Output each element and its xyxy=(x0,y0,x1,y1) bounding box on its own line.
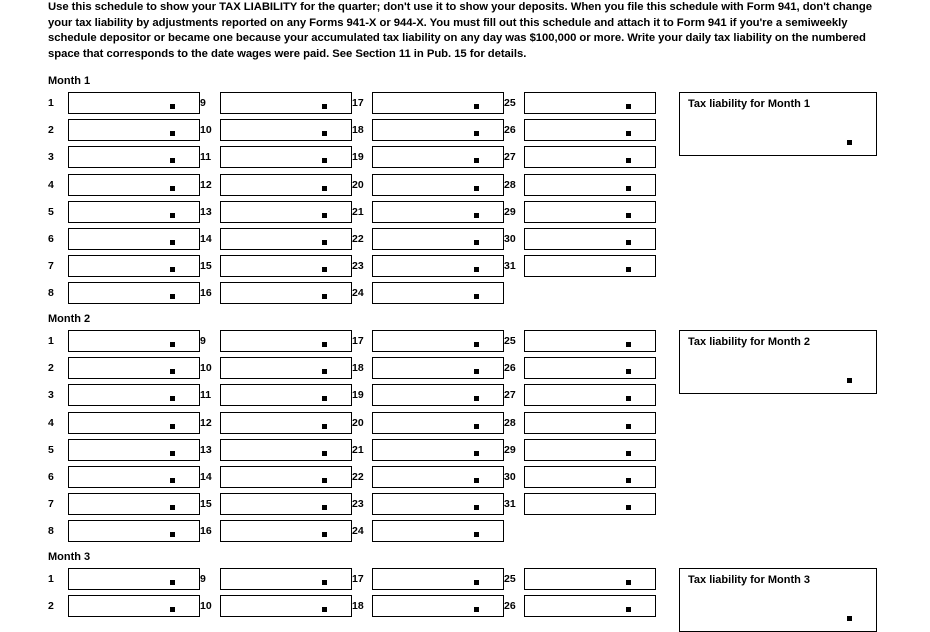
decimal-point-marker xyxy=(170,131,175,136)
month-1-liability-box[interactable] xyxy=(679,92,877,156)
decimal-point-marker xyxy=(170,451,175,456)
day-row xyxy=(48,439,200,461)
day-number-label: 12 xyxy=(200,416,212,429)
tax-liability-input-day-4[interactable] xyxy=(68,174,200,196)
day-row xyxy=(48,384,200,406)
day-number-label: 7 xyxy=(48,260,54,273)
day-row xyxy=(504,568,656,590)
tax-liability-input-day-28[interactable] xyxy=(524,174,656,196)
day-row xyxy=(504,201,656,223)
day-row xyxy=(48,282,200,304)
decimal-point-marker xyxy=(322,294,327,299)
day-number-label: 10 xyxy=(200,124,212,137)
tax-liability-input-day-29[interactable] xyxy=(524,439,656,461)
tax-liability-input-day-19[interactable] xyxy=(372,384,504,406)
month-3-liability-decimal xyxy=(847,616,852,621)
day-number-label: 24 xyxy=(352,525,364,538)
day-number-label: 19 xyxy=(352,151,364,164)
tax-liability-input-day-2[interactable] xyxy=(68,357,200,379)
day-number-label: 18 xyxy=(352,124,364,137)
day-row xyxy=(504,595,656,617)
day-number-label: 29 xyxy=(504,443,516,456)
day-number-label: 18 xyxy=(352,362,364,375)
tax-liability-input-day-20[interactable] xyxy=(372,174,504,196)
decimal-point-marker xyxy=(474,342,479,347)
day-row xyxy=(352,466,504,488)
decimal-point-marker xyxy=(170,213,175,218)
day-number-label: 9 xyxy=(200,573,206,585)
decimal-point-marker xyxy=(170,104,175,109)
decimal-point-marker xyxy=(322,158,327,163)
day-row xyxy=(200,357,352,379)
tax-liability-input-day-17[interactable] xyxy=(372,330,504,352)
day-number-label: 5 xyxy=(48,205,54,218)
tax-liability-input-day-18[interactable] xyxy=(372,595,504,617)
tax-liability-input-day-13[interactable] xyxy=(220,201,352,223)
decimal-point-marker xyxy=(474,532,479,537)
day-number-label: 31 xyxy=(504,260,516,273)
day-row xyxy=(352,228,504,250)
day-row xyxy=(352,595,504,617)
tax-liability-input-day-4[interactable] xyxy=(68,412,200,434)
tax-liability-input-day-28[interactable] xyxy=(524,412,656,434)
day-number-label: 13 xyxy=(200,443,212,456)
decimal-point-marker xyxy=(170,396,175,401)
tax-liability-input-day-1[interactable] xyxy=(68,330,200,352)
instructions-paragraph xyxy=(48,0,896,62)
day-number-label: 16 xyxy=(200,287,212,300)
day-number-label: 7 xyxy=(48,498,54,511)
day-row xyxy=(48,174,200,196)
day-number-label: 21 xyxy=(352,205,364,218)
decimal-point-marker xyxy=(170,158,175,163)
tax-liability-input-day-31[interactable] xyxy=(524,255,656,277)
tax-liability-input-day-9[interactable] xyxy=(220,330,352,352)
tax-liability-input-day-16[interactable] xyxy=(220,282,352,304)
tax-liability-input-day-19[interactable] xyxy=(372,146,504,168)
tax-liability-input-day-6[interactable] xyxy=(68,228,200,250)
tax-liability-input-day-29[interactable] xyxy=(524,201,656,223)
tax-liability-input-day-24[interactable] xyxy=(372,282,504,304)
day-number-label: 6 xyxy=(48,471,54,483)
day-row xyxy=(200,92,352,114)
day-number-label: 16 xyxy=(200,525,212,538)
tax-liability-input-day-25[interactable] xyxy=(524,92,656,114)
decimal-point-marker xyxy=(626,478,631,483)
day-row xyxy=(504,384,656,406)
day-row xyxy=(352,520,504,542)
decimal-point-marker xyxy=(170,294,175,299)
day-number-label: 18 xyxy=(352,600,364,613)
decimal-point-marker xyxy=(322,505,327,510)
decimal-point-marker xyxy=(626,186,631,191)
day-row xyxy=(504,357,656,379)
day-row xyxy=(200,174,352,196)
day-row xyxy=(352,255,504,277)
day-row xyxy=(352,201,504,223)
day-number-label: 23 xyxy=(352,498,364,511)
decimal-point-marker xyxy=(322,424,327,429)
decimal-point-marker xyxy=(170,607,175,612)
tax-liability-input-day-22[interactable] xyxy=(372,466,504,488)
day-row xyxy=(200,255,352,277)
day-number-label: 12 xyxy=(200,178,212,191)
decimal-point-marker xyxy=(474,505,479,510)
day-number-label: 4 xyxy=(48,416,54,429)
day-row xyxy=(48,201,200,223)
tax-liability-input-day-7[interactable] xyxy=(68,255,200,277)
decimal-point-marker xyxy=(474,131,479,136)
day-row xyxy=(48,228,200,250)
day-row xyxy=(504,412,656,434)
tax-liability-input-day-2[interactable] xyxy=(68,119,200,141)
day-number-label: 20 xyxy=(352,178,364,191)
decimal-point-marker xyxy=(626,131,631,136)
decimal-point-marker xyxy=(626,213,631,218)
day-row xyxy=(200,330,352,352)
day-number-label: 2 xyxy=(48,124,54,137)
tax-liability-input-day-25[interactable] xyxy=(524,568,656,590)
decimal-point-marker xyxy=(170,267,175,272)
day-row xyxy=(352,439,504,461)
tax-liability-input-day-12[interactable] xyxy=(220,174,352,196)
day-number-label: 5 xyxy=(48,443,54,456)
month-1-liability-label: Tax liability for Month 1 xyxy=(688,98,811,110)
decimal-point-marker xyxy=(474,104,479,109)
decimal-point-marker xyxy=(322,186,327,191)
day-number-label: 9 xyxy=(200,335,206,347)
day-number-label: 1 xyxy=(48,97,54,109)
instructions-text: Use this schedule to show your TAX LIABILITY for the quarter; don't use it to show your deposits. When you file this schedule with Form 941, don't change your tax liability by adjustments reported on any Forms 941-X or 944-X. You must fill out this schedule and attach it to Form 941 if you're a semiweekly schedule depositor or became one because your accumulated tax liability on any day was $100,000 or more. Write your daily tax liability on the numbered space that corresponds to the date wages were paid. See Section 11 in Pub. 15 for details. xyxy=(48,1,872,60)
tax-liability-input-day-11[interactable] xyxy=(220,146,352,168)
tax-liability-input-day-5[interactable] xyxy=(68,201,200,223)
decimal-point-marker xyxy=(474,240,479,245)
day-row xyxy=(504,493,656,515)
day-number-label: 1 xyxy=(48,335,54,347)
decimal-point-marker xyxy=(322,240,327,245)
decimal-point-marker xyxy=(322,396,327,401)
decimal-point-marker xyxy=(322,478,327,483)
day-row xyxy=(352,174,504,196)
decimal-point-marker xyxy=(474,186,479,191)
day-number-label: 20 xyxy=(352,416,364,429)
decimal-point-marker xyxy=(170,532,175,537)
decimal-point-marker xyxy=(474,158,479,163)
day-number-label: 30 xyxy=(504,471,516,483)
day-number-label: 4 xyxy=(48,178,54,191)
tax-liability-input-day-10[interactable] xyxy=(220,595,352,617)
decimal-point-marker xyxy=(170,580,175,585)
day-row xyxy=(48,493,200,515)
decimal-point-marker xyxy=(170,369,175,374)
day-row xyxy=(504,255,656,277)
day-row xyxy=(352,330,504,352)
day-row xyxy=(200,119,352,141)
decimal-point-marker xyxy=(322,213,327,218)
decimal-point-marker xyxy=(626,267,631,272)
tax-liability-input-day-8[interactable] xyxy=(68,520,200,542)
decimal-point-marker xyxy=(474,607,479,612)
day-row xyxy=(504,439,656,461)
day-row xyxy=(200,493,352,515)
tax-liability-input-day-6[interactable] xyxy=(68,466,200,488)
tax-liability-input-day-31[interactable] xyxy=(524,493,656,515)
day-number-label: 3 xyxy=(48,151,54,164)
decimal-point-marker xyxy=(474,424,479,429)
day-number-label: 13 xyxy=(200,205,212,218)
day-row xyxy=(352,146,504,168)
day-row xyxy=(352,412,504,434)
tax-liability-input-day-9[interactable] xyxy=(220,568,352,590)
day-row xyxy=(352,493,504,515)
tax-liability-input-day-10[interactable] xyxy=(220,357,352,379)
day-row xyxy=(200,201,352,223)
day-number-label: 27 xyxy=(504,151,516,164)
month-2-liability-decimal xyxy=(847,378,852,383)
tax-liability-input-day-15[interactable] xyxy=(220,493,352,515)
tax-liability-input-day-22[interactable] xyxy=(372,228,504,250)
day-row xyxy=(48,412,200,434)
day-row xyxy=(48,92,200,114)
month-3-liability-label: Tax liability for Month 3 xyxy=(688,574,811,586)
day-row xyxy=(200,568,352,590)
month-3-label: Month 3 xyxy=(48,551,91,563)
tax-liability-input-day-26[interactable] xyxy=(524,119,656,141)
decimal-point-marker xyxy=(170,240,175,245)
tax-liability-input-day-8[interactable] xyxy=(68,282,200,304)
decimal-point-marker xyxy=(626,424,631,429)
day-number-label: 30 xyxy=(504,233,516,245)
day-number-label: 17 xyxy=(352,573,364,585)
day-row xyxy=(504,466,656,488)
decimal-point-marker xyxy=(170,424,175,429)
day-row xyxy=(352,568,504,590)
day-number-label: 28 xyxy=(504,178,516,191)
decimal-point-marker xyxy=(474,580,479,585)
day-row xyxy=(504,119,656,141)
day-row xyxy=(48,357,200,379)
decimal-point-marker xyxy=(322,369,327,374)
day-row xyxy=(200,439,352,461)
tax-liability-input-day-14[interactable] xyxy=(220,466,352,488)
day-row xyxy=(200,228,352,250)
tax-liability-input-day-18[interactable] xyxy=(372,357,504,379)
day-number-label: 19 xyxy=(352,389,364,402)
day-number-label: 25 xyxy=(504,335,516,347)
tax-liability-input-day-24[interactable] xyxy=(372,520,504,542)
day-number-label: 14 xyxy=(200,471,212,483)
decimal-point-marker xyxy=(626,240,631,245)
day-row xyxy=(48,330,200,352)
tax-liability-input-day-7[interactable] xyxy=(68,493,200,515)
tax-liability-input-day-23[interactable] xyxy=(372,493,504,515)
decimal-point-marker xyxy=(474,396,479,401)
tax-liability-input-day-27[interactable] xyxy=(524,146,656,168)
tax-liability-input-day-26[interactable] xyxy=(524,357,656,379)
tax-liability-input-day-25[interactable] xyxy=(524,330,656,352)
tax-liability-input-day-18[interactable] xyxy=(372,119,504,141)
decimal-point-marker xyxy=(170,478,175,483)
tax-liability-input-day-14[interactable] xyxy=(220,228,352,250)
decimal-point-marker xyxy=(626,158,631,163)
tax-liability-input-day-1[interactable] xyxy=(68,92,200,114)
month-2-liability-label: Tax liability for Month 2 xyxy=(688,336,811,348)
decimal-point-marker xyxy=(322,580,327,585)
day-row xyxy=(48,146,200,168)
day-number-label: 9 xyxy=(200,97,206,109)
decimal-point-marker xyxy=(322,267,327,272)
day-row xyxy=(48,466,200,488)
decimal-point-marker xyxy=(474,267,479,272)
tax-liability-input-day-27[interactable] xyxy=(524,384,656,406)
decimal-point-marker xyxy=(170,342,175,347)
decimal-point-marker xyxy=(626,369,631,374)
tax-liability-input-day-17[interactable] xyxy=(372,92,504,114)
day-number-label: 25 xyxy=(504,97,516,109)
decimal-point-marker xyxy=(626,396,631,401)
day-row xyxy=(48,568,200,590)
tax-liability-input-day-3[interactable] xyxy=(68,384,200,406)
day-row xyxy=(352,282,504,304)
day-number-label: 10 xyxy=(200,600,212,613)
decimal-point-marker xyxy=(170,505,175,510)
day-row xyxy=(504,228,656,250)
day-number-label: 25 xyxy=(504,573,516,585)
tax-liability-input-day-10[interactable] xyxy=(220,119,352,141)
decimal-point-marker xyxy=(322,607,327,612)
day-number-label: 22 xyxy=(352,233,364,245)
day-row xyxy=(200,595,352,617)
day-number-label: 26 xyxy=(504,600,516,613)
tax-liability-input-day-2[interactable] xyxy=(68,595,200,617)
decimal-point-marker xyxy=(474,294,479,299)
day-number-label: 10 xyxy=(200,362,212,375)
day-number-label: 6 xyxy=(48,233,54,245)
tax-liability-input-day-20[interactable] xyxy=(372,412,504,434)
day-number-label: 2 xyxy=(48,600,54,613)
month-1-liability-decimal xyxy=(847,140,852,145)
day-number-label: 8 xyxy=(48,525,54,538)
day-row xyxy=(352,119,504,141)
decimal-point-marker xyxy=(322,104,327,109)
decimal-point-marker xyxy=(474,213,479,218)
day-row xyxy=(200,146,352,168)
tax-liability-input-day-11[interactable] xyxy=(220,384,352,406)
decimal-point-marker xyxy=(626,451,631,456)
day-row xyxy=(48,119,200,141)
day-row xyxy=(504,174,656,196)
decimal-point-marker xyxy=(322,532,327,537)
tax-liability-input-day-21[interactable] xyxy=(372,201,504,223)
decimal-point-marker xyxy=(626,607,631,612)
decimal-point-marker xyxy=(626,580,631,585)
tax-liability-input-day-17[interactable] xyxy=(372,568,504,590)
day-row xyxy=(200,466,352,488)
day-number-label: 27 xyxy=(504,389,516,402)
day-row xyxy=(48,595,200,617)
day-row xyxy=(504,92,656,114)
day-row xyxy=(200,412,352,434)
day-row xyxy=(200,282,352,304)
day-row xyxy=(48,255,200,277)
tax-liability-input-day-5[interactable] xyxy=(68,439,200,461)
day-row xyxy=(200,384,352,406)
month-3-liability-box[interactable] xyxy=(679,568,877,632)
day-number-label: 14 xyxy=(200,233,212,245)
decimal-point-marker xyxy=(626,505,631,510)
day-number-label: 17 xyxy=(352,335,364,347)
decimal-point-marker xyxy=(626,342,631,347)
tax-liability-input-day-23[interactable] xyxy=(372,255,504,277)
day-row xyxy=(504,330,656,352)
day-row xyxy=(504,146,656,168)
day-number-label: 29 xyxy=(504,205,516,218)
month-2-label: Month 2 xyxy=(48,313,91,325)
day-number-label: 28 xyxy=(504,416,516,429)
decimal-point-marker xyxy=(322,451,327,456)
tax-liability-input-day-1[interactable] xyxy=(68,568,200,590)
day-number-label: 26 xyxy=(504,124,516,137)
day-number-label: 24 xyxy=(352,287,364,300)
decimal-point-marker xyxy=(474,478,479,483)
decimal-point-marker xyxy=(322,342,327,347)
month-1-label: Month 1 xyxy=(48,75,91,87)
tax-liability-input-day-30[interactable] xyxy=(524,466,656,488)
day-number-label: 3 xyxy=(48,389,54,402)
tax-liability-input-day-15[interactable] xyxy=(220,255,352,277)
day-number-label: 26 xyxy=(504,362,516,375)
tax-liability-input-day-3[interactable] xyxy=(68,146,200,168)
day-number-label: 11 xyxy=(200,389,212,402)
day-row xyxy=(200,520,352,542)
day-number-label: 11 xyxy=(200,151,212,164)
tax-liability-input-day-13[interactable] xyxy=(220,439,352,461)
tax-liability-input-day-9[interactable] xyxy=(220,92,352,114)
day-number-label: 2 xyxy=(48,362,54,375)
tax-liability-input-day-26[interactable] xyxy=(524,595,656,617)
month-2-liability-box[interactable] xyxy=(679,330,877,394)
day-number-label: 15 xyxy=(200,260,212,273)
tax-liability-input-day-16[interactable] xyxy=(220,520,352,542)
tax-liability-input-day-12[interactable] xyxy=(220,412,352,434)
day-row xyxy=(352,357,504,379)
tax-liability-input-day-30[interactable] xyxy=(524,228,656,250)
day-row xyxy=(48,520,200,542)
day-number-label: 23 xyxy=(352,260,364,273)
decimal-point-marker xyxy=(626,104,631,109)
tax-liability-input-day-21[interactable] xyxy=(372,439,504,461)
day-number-label: 1 xyxy=(48,573,54,585)
day-number-label: 31 xyxy=(504,498,516,511)
decimal-point-marker xyxy=(474,369,479,374)
day-number-label: 8 xyxy=(48,287,54,300)
decimal-point-marker xyxy=(322,131,327,136)
decimal-point-marker xyxy=(170,186,175,191)
day-number-label: 15 xyxy=(200,498,212,511)
day-row xyxy=(352,384,504,406)
day-number-label: 22 xyxy=(352,471,364,483)
day-number-label: 21 xyxy=(352,443,364,456)
decimal-point-marker xyxy=(474,451,479,456)
day-number-label: 17 xyxy=(352,97,364,109)
day-row xyxy=(352,92,504,114)
